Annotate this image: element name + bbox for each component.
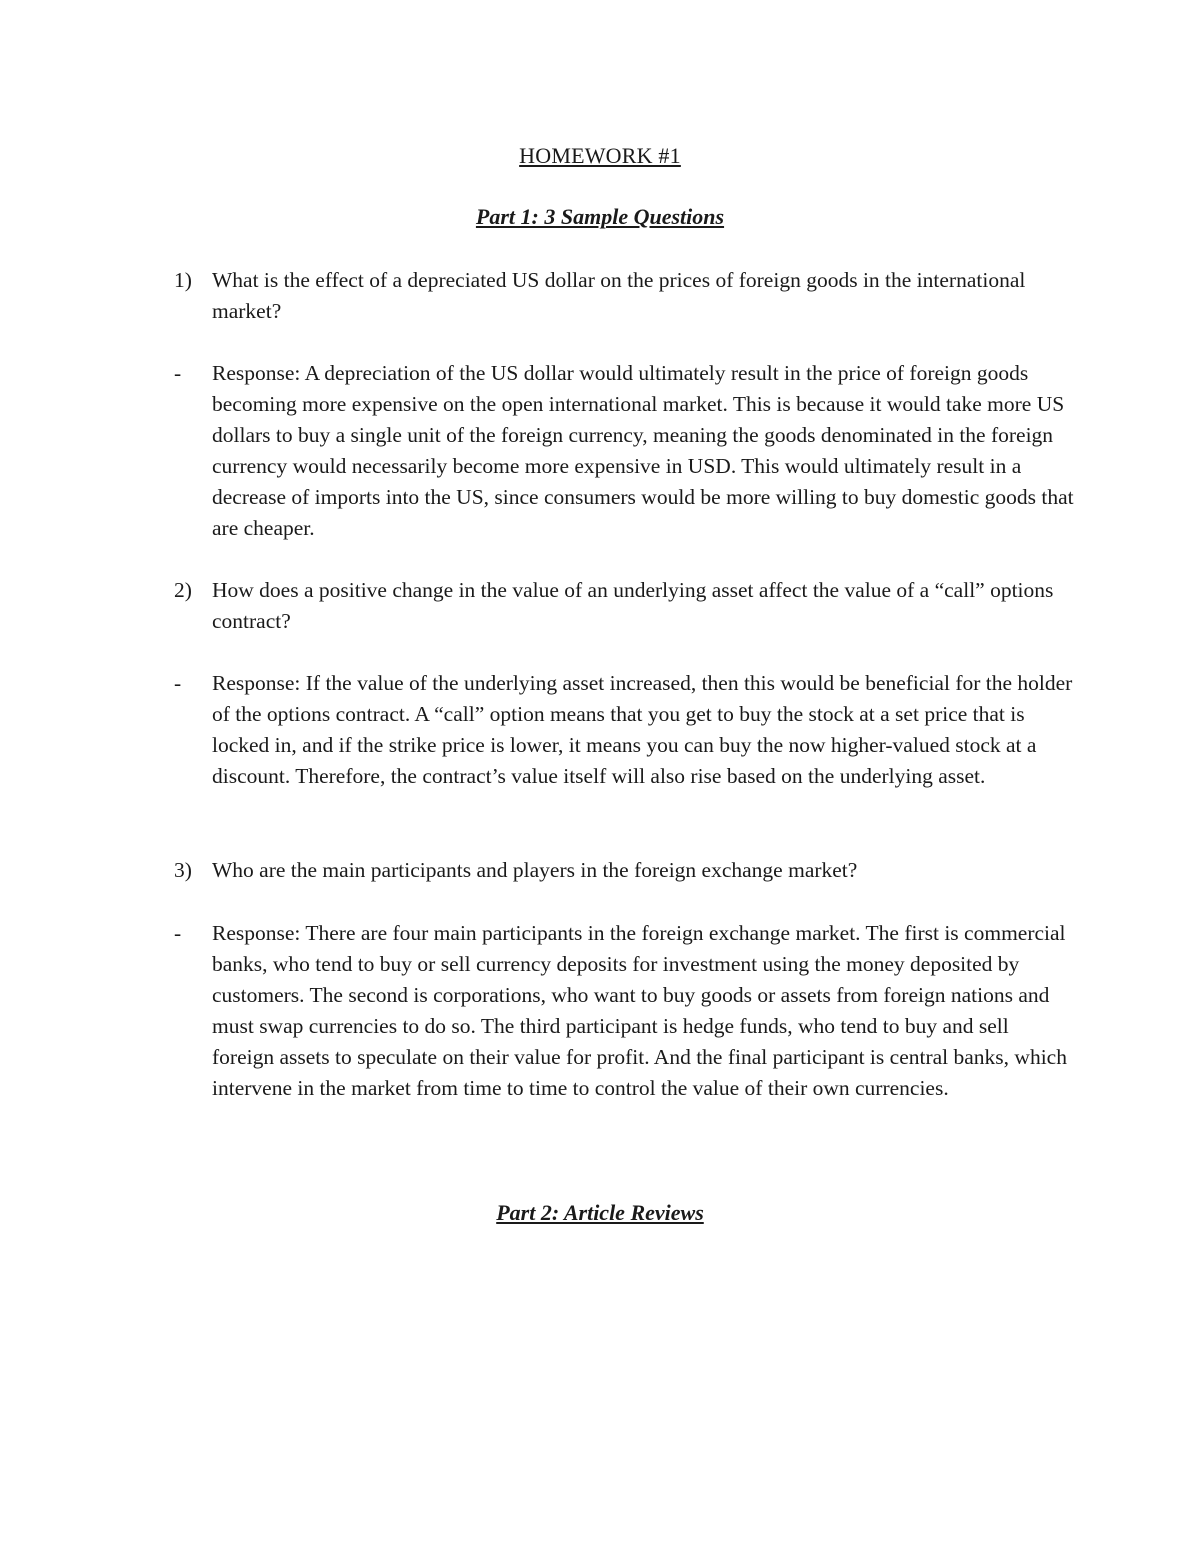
response-3-text: Response: There are four main participants in the foreign exchange market. The first is commercial banks, who tend to buy or sell currency deposits for investment using the money deposited by customers. The second is corporations, who want to buy goods or assets from foreign nations and must swap currencies to do so. The third participant is hedge funds, who tend to buy and sell foreign assets to speculate on their value for profit. And the final participant is central banks, which intervene in the market from time to time to control the value of their own currencies. [212, 921, 1067, 1100]
question-3 [174, 855, 1074, 886]
question-1-text: What is the effect of a depreciated US dollar on the prices of foreign goods in the international market? [212, 268, 1026, 323]
response-3-marker: - [174, 921, 182, 945]
question-2 [174, 575, 1074, 637]
response-2-text: Response: If the value of the underlying asset increased, then this would be beneficial for the holder of the options contract. A “call” option means that you get to buy the stock at a set price that is locked in, and if the strike price is lower, it means you can buy the now higher-valued stock at a discount. Therefore, the contract’s value itself will also rise based on the underlying asset. [212, 671, 1073, 788]
response-1-marker: - [174, 361, 182, 385]
response-1 [174, 358, 1074, 544]
question-1-marker: 1) [174, 268, 192, 292]
question-3-marker: 3) [174, 858, 192, 882]
document-title: HOMEWORK #1 [519, 143, 681, 168]
response-2 [174, 668, 1074, 792]
response-1-text: Response: A depreciation of the US dollar would ultimately result in the price of foreign goods becoming more expensive on the open international market. This is because it would take more US dollars to buy a single unit of the foreign currency, meaning the goods denominated in the foreign currency would necessarily become more expensive in USD. This would ultimately result in a decrease of imports into the US, since consumers would be more willing to buy domestic goods that are cheaper. [212, 361, 1074, 540]
part1-heading: Part 1: 3 Sample Questions [475, 204, 725, 229]
response-2-marker: - [174, 671, 182, 695]
question-2-text: How does a positive change in the value of an underlying asset affect the value of a “call” options contract? [212, 578, 1054, 633]
part2-heading: Part 2: Article Reviews [496, 1200, 704, 1225]
question-1 [174, 265, 1074, 327]
response-3 [174, 918, 1074, 1104]
question-3-text: Who are the main participants and players in the foreign exchange market? [212, 858, 858, 882]
question-2-marker: 2) [174, 578, 192, 602]
